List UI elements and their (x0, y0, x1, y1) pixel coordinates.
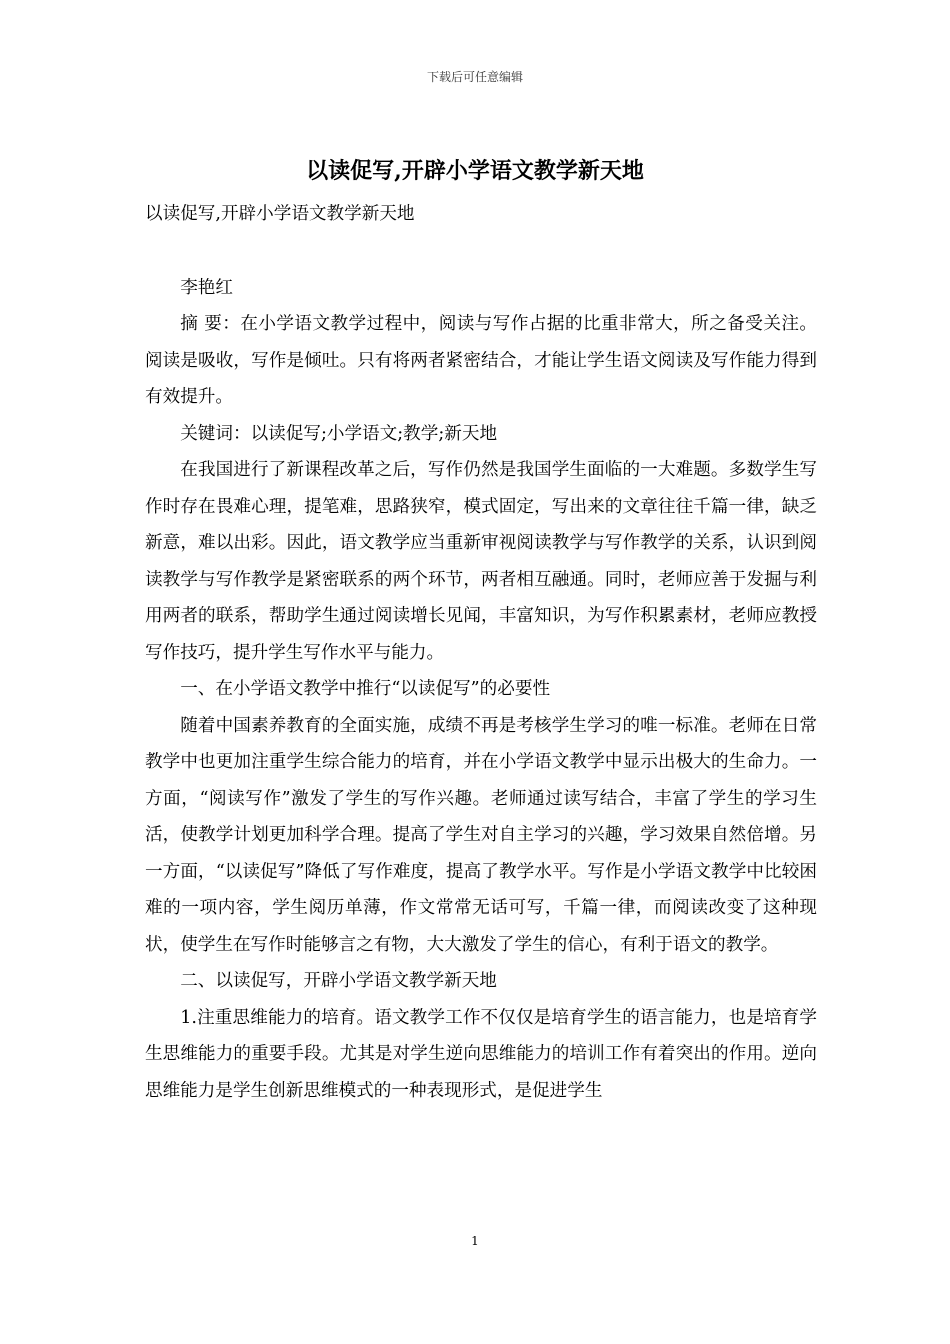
page-header: 下载后可任意编辑 (426, 70, 523, 84)
section-heading-2: 二、以读促写，开辟小学语文教学新天地 (180, 971, 497, 991)
document-title: 以读促写,开辟小学语文教学新天地 (306, 158, 644, 184)
abstract: 摘 要：在小学语文教学过程中，阅读与写作占据的比重非常大，所之备受关注。阅读是吸收，写作是倾吐。只有将两者紧密结合，才能让学生语文阅读及写作能力得到有效提升。 (145, 314, 817, 407)
body-paragraph: 随着中国素养教育的全面实施，成绩不再是考核学生学习的唯一标准。老师在日常教学中也更加注重学生综合能力的培育，并在小学语文教学中显示出极大的生命力。一方面，“阅读写作”激发了学生的写作兴趣。老师通过读写结合，丰富了学生的学习生活，使教学计划更加科学合理。提高了学生对自主学习的兴趣，学习效果自然倍增。另一方面，“以读促写”降低了写作难度，提高了教学水平。写作是小学语文教学中比较困难的一项内容，学生阅历单薄，作文常常无话可写，千篇一律，而阅读改变了这种现状，使学生在写作时能够言之有物，大大激发了学生的信心，有利于语文的教学。 (145, 715, 817, 955)
body-paragraph: 1.注重思维能力的培育。语文教学工作不仅仅是培育学生的语言能力，也是培育学生思维能力的重要手段。尤其是对学生逆向思维能力的培训工作有着突出的作用。逆向思维能力是学生创新思维模式的一种表现形式，是促进学生 (145, 1007, 817, 1101)
subtitle: 以读促写,开辟小学语文教学新天地 (145, 204, 415, 224)
document-body (145, 196, 817, 1109)
keywords: 关键词：以读促写;小学语文;教学;新天地 (180, 423, 498, 444)
author: 李艳红 (180, 277, 233, 298)
body-paragraph: 在我国进行了新课程改革之后，写作仍然是我国学生面临的一大难题。多数学生写作时存在畏难心理，提笔难，思路狭窄，模式固定，写出来的文章往往千篇一律，缺乏新意，难以出彩。因此，语文教学应当重新审视阅读教学与写作教学的关系，认识到阅读教学与写作教学是紧密联系的两个环节，两者相互融通。同时，老师应善于发掘与利用两者的联系，帮助学生通过阅读增长见闻，丰富知识，为写作积累素材，老师应教授写作技巧，提升学生写作水平与能力。 (145, 460, 817, 663)
page-number: 1 (471, 1234, 479, 1248)
section-heading-1: 一、在小学语文教学中推行“以读促写”的必要性 (180, 679, 551, 699)
blank-line (145, 233, 817, 270)
